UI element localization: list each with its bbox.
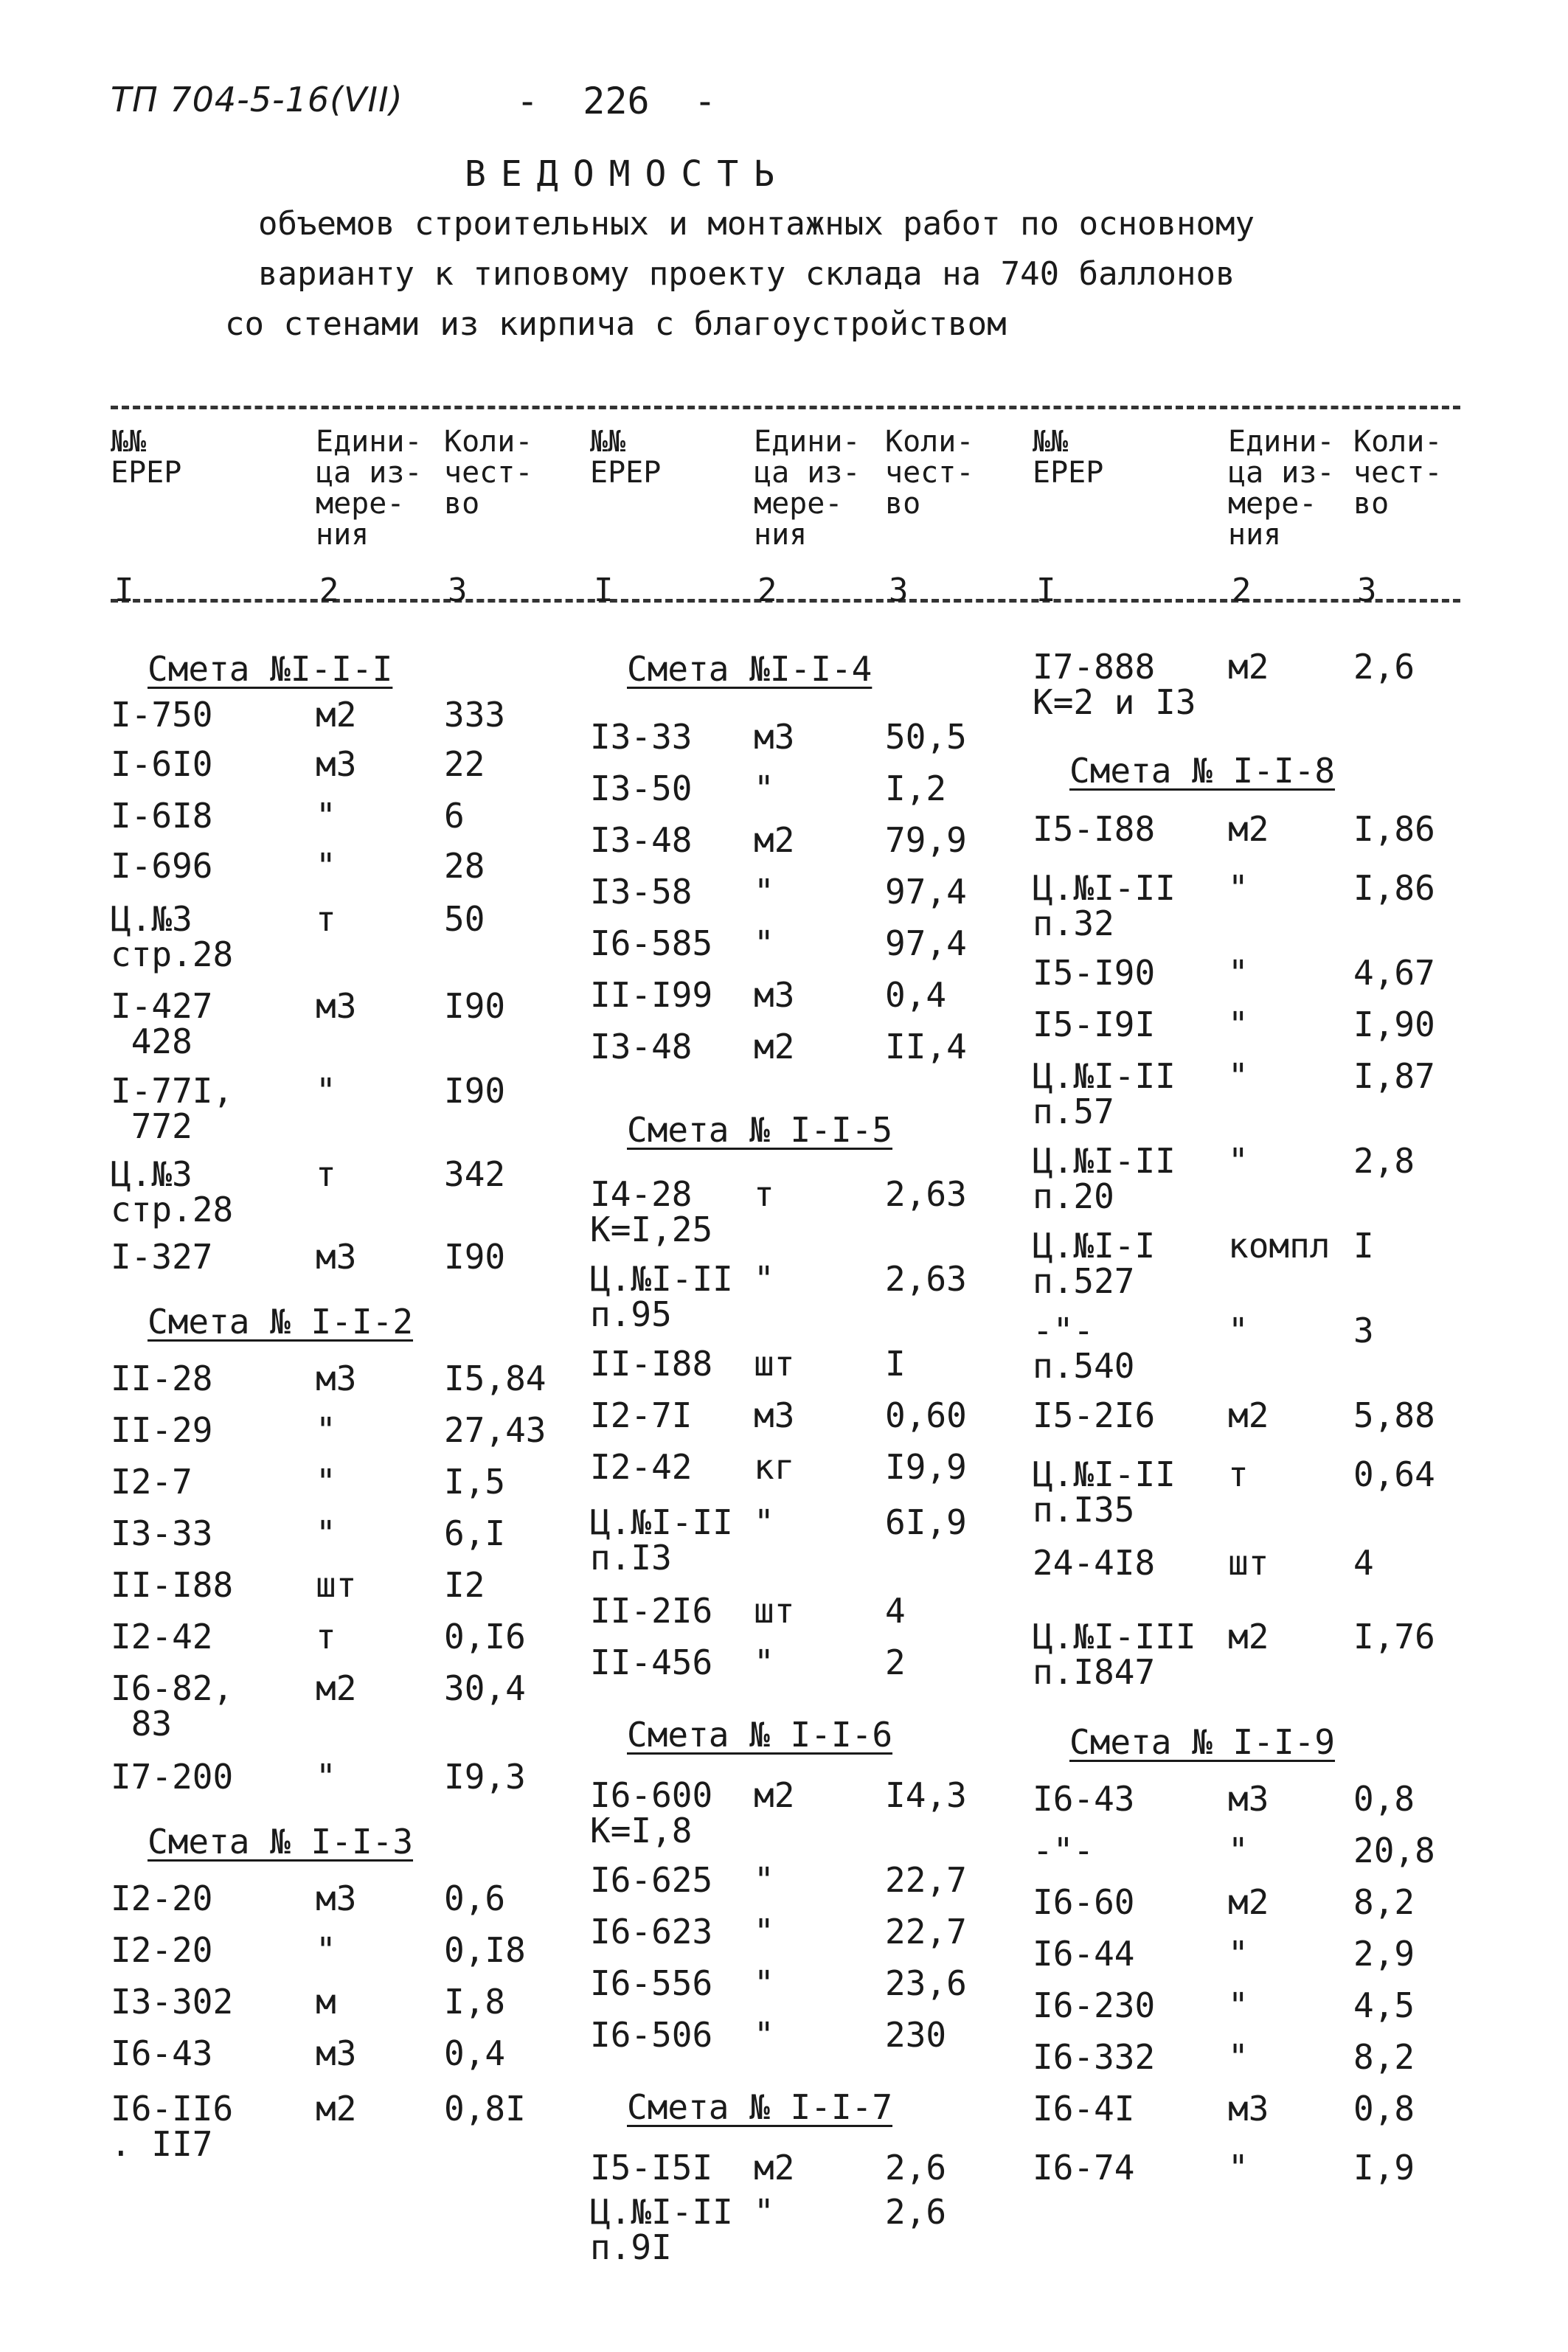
table-cell-erer: I6-60 <box>1033 1882 1135 1922</box>
page-number: - 226 - <box>516 80 716 122</box>
table-cell-quantity: 4,5 <box>1353 1985 1415 2025</box>
estimate-section-title: Смета № I-I-8 <box>1069 751 1336 791</box>
table-cell-quantity: 0,6 <box>444 1879 506 1918</box>
table-cell-unit: " <box>1228 1831 1249 1870</box>
table-cell-erer: I3-33 <box>590 717 693 757</box>
estimate-section-title: Смета № I-I-7 <box>627 2087 893 2127</box>
table-cell-unit: " <box>754 1860 774 1900</box>
table-cell-erer: I5-2I6 <box>1033 1395 1156 1435</box>
table-cell-erer: I3-50 <box>590 769 693 808</box>
table-cell-erer: II-28 <box>111 1359 213 1398</box>
table-cell-erer: I6-44 <box>1033 1934 1135 1974</box>
column-header-quantity: Коли- чест- во <box>885 425 974 521</box>
table-cell-quantity: 6 <box>444 796 465 836</box>
table-cell-erer: Ц.№3 стр.28 <box>111 1154 234 1229</box>
column-number: 3 <box>448 572 468 609</box>
table-cell-quantity: 2,63 <box>885 1259 967 1299</box>
subtitle-line-2: варианту к типовому проекту склада на 740 баллонов <box>258 255 1235 293</box>
table-cell-quantity: 6I,9 <box>885 1502 967 1542</box>
table-cell-erer: I3-48 <box>590 1027 693 1066</box>
table-cell-erer: II-I88 <box>111 1565 234 1605</box>
table-cell-quantity: 28 <box>444 846 485 886</box>
table-cell-unit: м2 <box>754 820 795 860</box>
table-cell-unit: м2 <box>316 695 357 735</box>
table-cell-quantity: 0,4 <box>444 2033 506 2073</box>
table-cell-erer: I6-506 <box>590 2015 713 2055</box>
table-cell-erer: -"- <box>1033 1831 1095 1870</box>
table-cell-quantity: 0,64 <box>1353 1454 1435 1494</box>
subtitle-line-1: объемов строительных и монтажных работ по основному <box>258 205 1255 243</box>
table-cell-erer: I6-4I <box>1033 2089 1135 2129</box>
column-header-erer: №№ ЕРЕР <box>111 425 182 490</box>
table-cell-unit: т <box>316 1154 336 1194</box>
table-cell-quantity: I90 <box>444 1237 506 1277</box>
table-cell-quantity: 22,7 <box>885 1912 967 1952</box>
table-cell-unit: м3 <box>316 1879 357 1918</box>
column-number: I <box>594 572 614 609</box>
table-cell-erer: Ц.№I-II п.I3 <box>590 1502 733 1578</box>
table-cell-unit: м3 <box>316 2033 357 2073</box>
table-cell-erer: I6-74 <box>1033 2148 1135 2188</box>
table-cell-quantity: I,87 <box>1353 1056 1435 1096</box>
estimate-section-title: Смета № I-I-3 <box>148 1822 414 1862</box>
column-header-unit: Едини- ца из- мере- ния <box>754 425 861 552</box>
table-cell-quantity: 8,2 <box>1353 1882 1415 1922</box>
column-header-quantity: Коли- чест- во <box>444 425 533 521</box>
column-number: 3 <box>889 572 909 609</box>
table-cell-erer: I3-58 <box>590 872 693 912</box>
table-cell-unit: " <box>316 1410 336 1450</box>
table-cell-erer: I2-20 <box>111 1879 213 1918</box>
table-cell-quantity: 0,I6 <box>444 1617 526 1657</box>
table-cell-erer: I-750 <box>111 695 213 735</box>
table-cell-unit: " <box>754 2015 774 2055</box>
table-cell-unit: шт <box>1228 1543 1269 1583</box>
table-cell-quantity: I,8 <box>444 1982 506 2022</box>
column-number: 2 <box>757 572 777 609</box>
table-cell-quantity: I <box>1353 1226 1374 1266</box>
table-cell-unit: " <box>316 796 336 836</box>
table-cell-unit: " <box>1228 2148 1249 2188</box>
table-cell-quantity: 2,9 <box>1353 1934 1415 1974</box>
table-cell-quantity: 0,4 <box>885 975 947 1015</box>
table-cell-unit: м <box>316 1982 336 2022</box>
estimate-section-title: Смета № I-I-5 <box>627 1110 893 1150</box>
table-cell-erer: I-696 <box>111 846 213 886</box>
table-cell-erer: Ц.№I-II п.57 <box>1033 1056 1176 1131</box>
table-cell-unit: " <box>316 1757 336 1797</box>
table-cell-unit: м2 <box>1228 1617 1269 1657</box>
table-cell-unit: м2 <box>1228 1882 1269 1922</box>
table-cell-quantity: I,9 <box>1353 2148 1415 2188</box>
table-cell-unit: " <box>316 846 336 886</box>
table-cell-unit: " <box>316 1513 336 1553</box>
column-header-erer: №№ ЕРЕР <box>1033 425 1104 490</box>
document-title: ВЕДОМОСТЬ <box>465 153 790 195</box>
table-cell-erer: I-6I8 <box>111 796 213 836</box>
table-cell-erer: I-77I, 772 <box>111 1071 234 1146</box>
table-cell-erer: I6-625 <box>590 1860 713 1900</box>
table-cell-unit: " <box>754 1259 774 1299</box>
table-cell-quantity: 97,4 <box>885 872 967 912</box>
table-cell-unit: т <box>1228 1454 1249 1494</box>
table-cell-quantity: II,4 <box>885 1027 967 1066</box>
table-cell-erer: I-327 <box>111 1237 213 1277</box>
table-cell-unit: " <box>1228 1934 1249 1974</box>
table-cell-quantity: 20,8 <box>1353 1831 1435 1870</box>
header-bottom-rule <box>111 599 1460 603</box>
table-cell-quantity: 342 <box>444 1154 506 1194</box>
column-number: I <box>114 572 134 609</box>
table-top-rule <box>111 406 1460 409</box>
table-cell-quantity: I2 <box>444 1565 485 1605</box>
table-cell-quantity: 4,67 <box>1353 953 1435 993</box>
table-cell-unit: " <box>316 1462 336 1502</box>
table-cell-unit: кг <box>754 1447 795 1487</box>
table-cell-unit: м3 <box>1228 1779 1269 1819</box>
table-cell-quantity: 3 <box>1353 1311 1374 1350</box>
table-cell-unit: " <box>1228 1141 1249 1181</box>
table-cell-quantity: 333 <box>444 695 506 735</box>
estimate-section-title: Смета № I-I-9 <box>1069 1722 1336 1762</box>
table-cell-quantity: 22 <box>444 744 485 784</box>
table-cell-unit: " <box>754 1912 774 1952</box>
table-cell-unit: " <box>1228 2037 1249 2077</box>
column-header-quantity: Коли- чест- во <box>1353 425 1443 521</box>
column-header-erer: №№ ЕРЕР <box>590 425 662 490</box>
table-cell-erer: II-456 <box>590 1642 713 1682</box>
table-cell-erer: II-29 <box>111 1410 213 1450</box>
table-cell-erer: I4-28 К=I,25 <box>590 1174 713 1249</box>
table-cell-unit: шт <box>754 1344 795 1384</box>
table-cell-erer: I7-888 К=2 и I3 <box>1033 647 1196 722</box>
table-cell-unit: " <box>754 1642 774 1682</box>
table-cell-quantity: I,86 <box>1353 809 1435 849</box>
table-cell-erer: I6-43 <box>111 2033 213 2073</box>
table-cell-erer: I3-33 <box>111 1513 213 1553</box>
table-cell-quantity: 22,7 <box>885 1860 967 1900</box>
table-cell-erer: I6-II6 . II7 <box>111 2089 234 2164</box>
table-cell-unit: м3 <box>754 717 795 757</box>
table-cell-unit: " <box>754 1963 774 2003</box>
table-cell-quantity: 23,6 <box>885 1963 967 2003</box>
table-cell-erer: I7-200 <box>111 1757 234 1797</box>
table-cell-quantity: 0,I8 <box>444 1930 526 1970</box>
table-cell-quantity: I <box>885 1344 906 1384</box>
table-cell-quantity: 0,8 <box>1353 1779 1415 1819</box>
column-header-unit: Едини- ца из- мере- ния <box>1228 425 1335 552</box>
table-cell-unit: т <box>316 1617 336 1657</box>
table-cell-erer: 24-4I8 <box>1033 1543 1156 1583</box>
column-header-unit: Едини- ца из- мере- ния <box>316 425 423 552</box>
table-cell-erer: I5-I5I <box>590 2148 713 2188</box>
table-cell-erer: -"- п.540 <box>1033 1311 1135 1386</box>
table-cell-unit: компл <box>1228 1226 1331 1266</box>
table-cell-erer: I6-556 <box>590 1963 713 2003</box>
table-cell-quantity: 27,43 <box>444 1410 547 1450</box>
table-cell-unit: м3 <box>754 975 795 1015</box>
table-cell-quantity: 79,9 <box>885 820 967 860</box>
table-cell-erer: I3-48 <box>590 820 693 860</box>
table-cell-unit: м3 <box>316 744 357 784</box>
table-cell-erer: I6-585 <box>590 923 713 963</box>
table-cell-quantity: 30,4 <box>444 1668 526 1708</box>
table-cell-erer: Ц.№I-II п.I35 <box>1033 1454 1176 1530</box>
table-cell-erer: Ц.№I-II п.95 <box>590 1259 733 1334</box>
table-cell-unit: " <box>1228 1005 1249 1044</box>
estimate-section-title: Смета №I-I-I <box>148 649 393 689</box>
estimate-section-title: Смета № I-I-2 <box>148 1302 414 1342</box>
table-cell-unit: м3 <box>316 1237 357 1277</box>
table-cell-unit: м2 <box>754 1027 795 1066</box>
table-cell-quantity: 2,63 <box>885 1174 967 1214</box>
table-cell-unit: м3 <box>1228 2089 1269 2129</box>
table-cell-erer: Ц.№3 стр.28 <box>111 899 234 974</box>
table-cell-unit: " <box>754 872 774 912</box>
column-number: 2 <box>1232 572 1252 609</box>
table-cell-unit: шт <box>754 1591 795 1631</box>
table-cell-unit: м3 <box>316 986 357 1026</box>
table-cell-erer: Ц.№I-II п.20 <box>1033 1141 1176 1216</box>
table-cell-erer: Ц.№I-II п.9I <box>590 2192 733 2267</box>
table-cell-unit: " <box>754 1502 774 1542</box>
table-cell-unit: м3 <box>316 1359 357 1398</box>
table-cell-quantity: 2,8 <box>1353 1141 1415 1181</box>
table-cell-erer: I-6I0 <box>111 744 213 784</box>
table-cell-quantity: 50 <box>444 899 485 939</box>
table-cell-erer: I6-230 <box>1033 1985 1156 2025</box>
table-cell-quantity: 2,6 <box>1353 647 1415 687</box>
table-cell-unit: м2 <box>316 1668 357 1708</box>
table-cell-unit: " <box>1228 1056 1249 1096</box>
table-cell-quantity: I,5 <box>444 1462 506 1502</box>
table-cell-quantity: 4 <box>1353 1543 1374 1583</box>
table-cell-unit: " <box>316 1930 336 1970</box>
table-cell-quantity: 50,5 <box>885 717 967 757</box>
table-cell-unit: " <box>754 2192 774 2232</box>
table-cell-erer: I2-7 <box>111 1462 192 1502</box>
table-cell-erer: Ц.№I-II п.32 <box>1033 868 1176 943</box>
table-cell-quantity: I5,84 <box>444 1359 547 1398</box>
table-cell-quantity: 0,60 <box>885 1395 967 1435</box>
table-cell-unit: " <box>754 923 774 963</box>
table-cell-quantity: 5,88 <box>1353 1395 1435 1435</box>
table-cell-erer: II-I88 <box>590 1344 713 1384</box>
table-cell-quantity: 8,2 <box>1353 2037 1415 2077</box>
table-cell-quantity: 230 <box>885 2015 947 2055</box>
table-cell-unit: " <box>316 1071 336 1111</box>
table-cell-erer: I3-302 <box>111 1982 234 2022</box>
table-cell-quantity: 2,6 <box>885 2192 947 2232</box>
table-cell-quantity: I90 <box>444 986 506 1026</box>
table-cell-quantity: I9,3 <box>444 1757 526 1797</box>
table-cell-quantity: I,2 <box>885 769 947 808</box>
table-cell-quantity: 97,4 <box>885 923 967 963</box>
column-number: I <box>1036 572 1056 609</box>
table-cell-quantity: 2,6 <box>885 2148 947 2188</box>
table-cell-quantity: I,86 <box>1353 868 1435 908</box>
table-cell-unit: " <box>1228 1985 1249 2025</box>
table-cell-unit: " <box>1228 1311 1249 1350</box>
table-cell-unit: т <box>754 1174 774 1214</box>
table-cell-quantity: I4,3 <box>885 1775 967 1815</box>
table-cell-erer: I6-82, 83 <box>111 1668 234 1744</box>
table-cell-erer: I-427 428 <box>111 986 213 1061</box>
table-cell-erer: I2-7I <box>590 1395 693 1435</box>
document-code: ТП 704-5-16(VII) <box>111 80 403 119</box>
table-cell-erer: I5-I90 <box>1033 953 1156 993</box>
table-cell-quantity: I9,9 <box>885 1447 967 1487</box>
estimate-section-title: Смета №I-I-4 <box>627 649 873 689</box>
table-cell-erer: II-I99 <box>590 975 713 1015</box>
table-cell-quantity: I90 <box>444 1071 506 1111</box>
table-cell-unit: шт <box>316 1565 357 1605</box>
table-cell-unit: " <box>1228 953 1249 993</box>
table-cell-erer: I6-43 <box>1033 1779 1135 1819</box>
table-cell-quantity: 6,I <box>444 1513 506 1553</box>
table-cell-unit: м2 <box>1228 1395 1269 1435</box>
table-cell-quantity: 4 <box>885 1591 906 1631</box>
table-cell-erer: I2-42 <box>111 1617 213 1657</box>
subtitle-line-3: со стенами из кирпича с благоустройством <box>225 305 1007 343</box>
column-number: 3 <box>1357 572 1377 609</box>
table-cell-unit: м2 <box>754 1775 795 1815</box>
table-cell-quantity: I,76 <box>1353 1617 1435 1657</box>
table-cell-erer: Ц.№I-III п.I847 <box>1033 1617 1196 1692</box>
table-cell-unit: " <box>1228 868 1249 908</box>
table-cell-unit: м2 <box>754 2148 795 2188</box>
table-cell-erer: Ц.№I-I п.527 <box>1033 1226 1156 1301</box>
table-cell-quantity: 0,8 <box>1353 2089 1415 2129</box>
column-number: 2 <box>319 572 339 609</box>
table-cell-unit: т <box>316 899 336 939</box>
table-cell-quantity: I,90 <box>1353 1005 1435 1044</box>
table-cell-unit: м2 <box>1228 809 1269 849</box>
table-cell-quantity: 0,8I <box>444 2089 526 2129</box>
table-cell-erer: I2-42 <box>590 1447 693 1487</box>
table-cell-unit: м3 <box>754 1395 795 1435</box>
table-cell-erer: I6-623 <box>590 1912 713 1952</box>
table-cell-erer: II-2I6 <box>590 1591 713 1631</box>
table-cell-unit: м2 <box>316 2089 357 2129</box>
table-cell-quantity: 2 <box>885 1642 906 1682</box>
table-cell-erer: I5-I88 <box>1033 809 1156 849</box>
table-cell-erer: I6-600 К=I,8 <box>590 1775 713 1850</box>
table-cell-unit: м2 <box>1228 647 1269 687</box>
table-cell-erer: I5-I9I <box>1033 1005 1156 1044</box>
estimate-section-title: Смета № I-I-6 <box>627 1715 893 1755</box>
table-cell-unit: " <box>754 769 774 808</box>
table-cell-erer: I2-20 <box>111 1930 213 1970</box>
table-cell-erer: I6-332 <box>1033 2037 1156 2077</box>
